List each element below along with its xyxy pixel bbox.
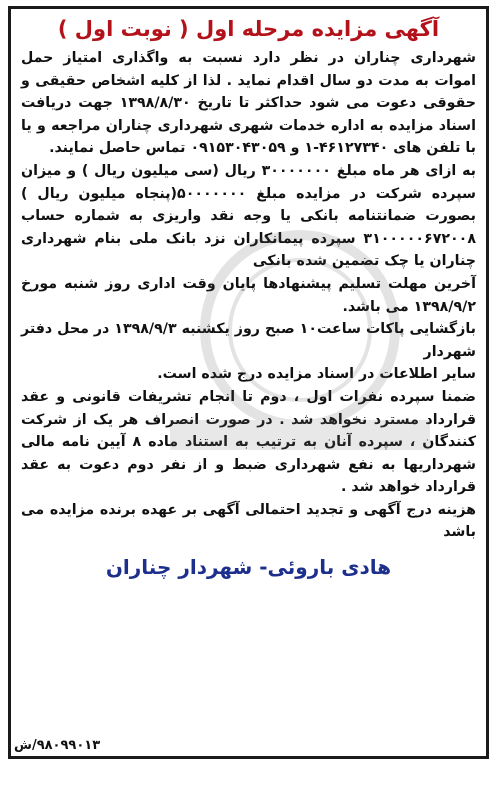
notice-title: آگهی مزایده مرحله اول ( نوبت اول ) — [57, 17, 440, 41]
paragraph-other-info: سایر اطلاعات در اسناد مزایده درج شده است. — [157, 366, 476, 383]
notice-frame — [8, 6, 489, 759]
paragraph-deposit: به ازای هر ماه مبلغ ۳۰۰۰۰۰۰۰ ریال (سی میلیون ریال ) و میزان سپرده شرکت در مزایده مبلغ ۵۰۰۰۰۰۰۰(پنجاه میلیون ریال ) بصورت ضمانتنامه بانکی یا وجه نقد واریزی به شماره حساب ۳۱۰۰۰۰۰۶۷۲۰۰۸ سپرده پیمانکاران نزد بانک ملی بنام شهرداری چناران یا چک تضمین شده بانکی — [21, 162, 477, 270]
paragraph-refund: ضمنا سپرده نفرات اول ، دوم تا انجام تشریفات قانونی و عقد قرارداد مسترد نخواهد شد . در صورت انصراف هر یک از شرکت کنندگان ، سپرده آنان به ترتیب به استناد ماده ۸ آیین نامه مالی شهرداریها به نفع شهرداری ضبط و از نفر دوم دعوت به عقد قرارداد خواهد شد . — [21, 388, 476, 496]
signature: هادی باروئی- شهردار چناران — [105, 555, 392, 580]
notice-body — [21, 47, 476, 544]
paragraph-invitation: شهرداری چناران در نظر دارد نسبت به واگذاری امتیاز حمل اموات به مدت دو سال اقدام نماید . لذا از کلیه اشخاص حقیقی و حقوقی دعوت می شود حداکثر تا تاریخ ۱۳۹۸/۸/۳۰ جهت دریافت اسناد مزایده به اداره خدمات شهری شهرداری چناران مراجعه و یا با تلفن های ۴۶۱۲۷۳۴۰-۱ و ۰۹۱۵۳۰۴۳۰۵۹ تماس حاصل نمایند. — [21, 50, 477, 157]
paragraph-deadline: آخرین مهلت تسلیم پیشنهادها پایان وقت اداری روز شنبه مورخ ۱۳۹۸/۹/۲ می باشد. — [21, 275, 476, 315]
reference-number: ۹۸۰۹۹۰۱۳/ش — [14, 738, 101, 753]
paragraph-costs: هزینه درج آگهی و تجدید احتمالی آگهی بر عهده برنده مزایده می باشد — [21, 501, 476, 541]
paragraph-opening: بازگشایی پاکات ساعت۱۰ صبح روز یکشنبه ۱۳۹۸/۹/۳ در محل دفتر شهردار — [21, 321, 476, 360]
